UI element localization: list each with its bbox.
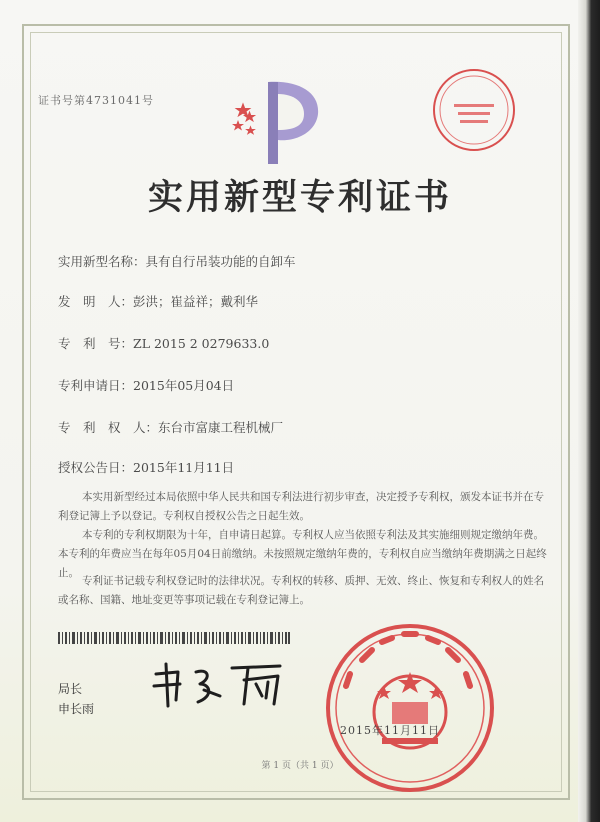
field-label: 授权公告日： bbox=[58, 460, 134, 475]
issue-date: 2015年11月11日 bbox=[340, 724, 440, 737]
field-label: 专 利 号： bbox=[58, 336, 134, 351]
field-value: ZL 2015 2 0279633.0 bbox=[133, 336, 270, 351]
body-paragraph: 本专利的专利权期限为十年，自申请日起算。专利权人应当依照专利法及其实施细则规定缴纳年费。本专利的年费应当在每年05月04日前缴纳。未按照规定缴纳年费的，专利权自应当缴纳年费期满之日起终止。 bbox=[58, 529, 547, 579]
scan-edge-shadow bbox=[578, 0, 600, 822]
director-name: 申长雨 bbox=[58, 702, 95, 716]
field-application-date bbox=[58, 376, 234, 394]
field-grant-date bbox=[58, 458, 234, 476]
field-utility-model-name bbox=[58, 252, 296, 270]
director-signature bbox=[148, 660, 288, 710]
document-title: 实用新型专利证书 bbox=[147, 177, 452, 218]
field-value: 2015年11月11日 bbox=[133, 460, 235, 475]
field-value: 具有自行吊装功能的自卸车 bbox=[145, 254, 296, 269]
field-value: 东台市富康工程机械厂 bbox=[158, 420, 284, 435]
body-paragraph: 本实用新型经过本局依照中华人民共和国专利法进行初步审查，决定授予专利权，颁发本证书并在专利登记簿上予以登记。专利权自授权公告之日起生效。 bbox=[58, 491, 544, 522]
director-title: 局长 bbox=[58, 682, 83, 696]
field-label: 专利申请日： bbox=[58, 378, 134, 393]
field-inventors bbox=[58, 292, 258, 310]
field-label: 发 明 人： bbox=[58, 294, 134, 309]
field-patentee bbox=[58, 418, 283, 436]
field-label: 专 利 权 人： bbox=[58, 420, 159, 435]
field-patent-number bbox=[58, 334, 269, 352]
body-paragraph: 专利证书记载专利权登记时的法律状况。专利权的转移、质押、无效、终止、恢复和专利权人的姓名或名称、国籍、地址变更等事项记载在专利登记簿上。 bbox=[58, 575, 544, 606]
field-value: 2015年05月04日 bbox=[133, 378, 235, 393]
field-label: 实用新型名称： bbox=[58, 254, 146, 269]
field-value: 彭洪；崔益祥；戴利华 bbox=[133, 294, 259, 309]
certificate-number: 证书号第4731041号 bbox=[38, 94, 154, 107]
page-number: 第 1 页（共 1 页） bbox=[261, 761, 339, 771]
office-seal-top bbox=[430, 66, 518, 154]
patent-office-logo bbox=[228, 72, 338, 172]
barcode bbox=[58, 632, 290, 644]
